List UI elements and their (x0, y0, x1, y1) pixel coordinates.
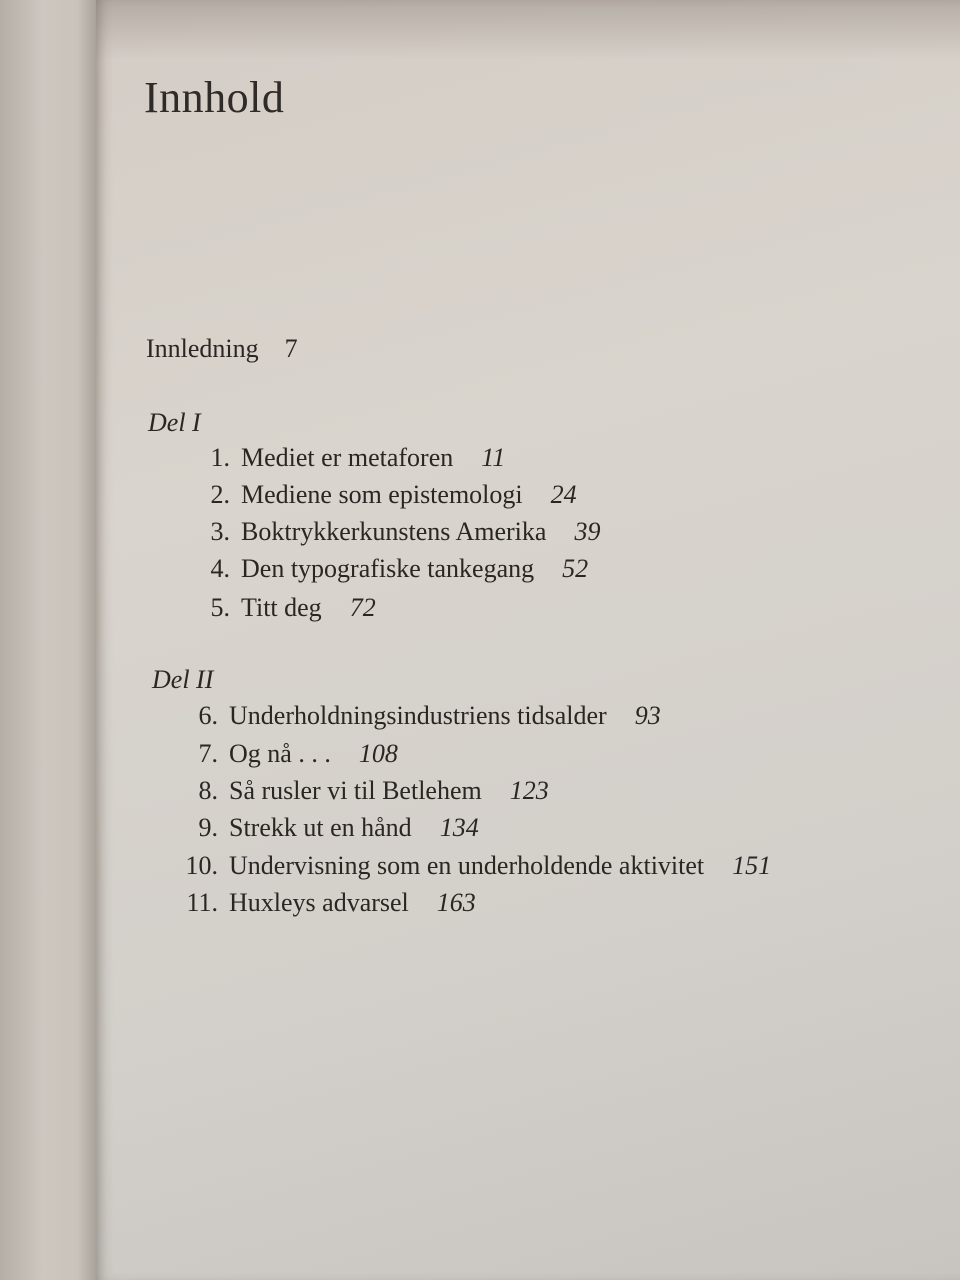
chapter-page: 134 (439, 813, 479, 842)
chapter-entry (182, 701, 661, 731)
chapter-number: 5. (210, 593, 230, 622)
chapter-entry (182, 851, 771, 881)
chapter-number: 11. (186, 888, 218, 917)
chapter-entry (182, 739, 398, 769)
chapter-page: 123 (509, 776, 549, 805)
chapter-page: 93 (634, 701, 661, 730)
chapter-title: Mediet er metaforen (241, 443, 454, 472)
chapter-entry (194, 480, 577, 510)
chapter-number: 8. (198, 776, 218, 805)
chapter-number: 7. (198, 739, 218, 768)
part-label-2: Del II (152, 665, 214, 694)
chapter-number: 9. (198, 813, 218, 842)
previous-page-edge (0, 0, 96, 1280)
chapter-title: Undervisning som en underholdende aktivitet (229, 851, 705, 880)
chapter-entry (182, 888, 476, 918)
intro-title: Innledning (146, 334, 259, 363)
chapter-number: 2. (210, 480, 230, 509)
chapter-number: 6. (198, 701, 218, 730)
book-page (96, 0, 960, 1280)
toc-intro-entry (146, 334, 298, 364)
chapter-entry (182, 813, 479, 843)
chapter-number: 10. (185, 851, 218, 880)
chapter-title: Den typografiske tankegang (241, 554, 535, 583)
chapter-title: Så rusler vi til Betlehem (229, 776, 482, 805)
chapter-page: 163 (436, 888, 476, 917)
chapter-title: Strekk ut en hånd (229, 813, 412, 842)
chapter-entry (182, 776, 549, 806)
part-label-1: Del I (148, 408, 201, 437)
chapter-page: 151 (732, 851, 772, 880)
chapter-page: 108 (358, 739, 398, 768)
chapter-title: Boktrykkerkunstens Amerika (241, 517, 547, 546)
chapter-entry (194, 554, 588, 584)
toc-heading: Innhold (144, 73, 285, 122)
chapter-title: Huxleys advarsel (229, 888, 409, 917)
chapter-number: 4. (210, 554, 230, 583)
chapter-page: 39 (574, 517, 601, 546)
chapter-entry (194, 593, 376, 623)
chapter-title: Og nå . . . (229, 739, 331, 768)
chapter-page: 52 (562, 554, 589, 583)
chapter-number: 1. (210, 443, 230, 472)
chapter-page: 11 (481, 443, 506, 472)
intro-page: 7 (284, 334, 298, 363)
chapter-title: Mediene som epistemologi (241, 480, 523, 509)
chapter-number: 3. (210, 517, 230, 546)
chapter-page: 24 (550, 480, 577, 509)
chapter-page: 72 (349, 593, 376, 622)
chapter-entry (194, 443, 505, 473)
chapter-entry (194, 517, 600, 547)
chapter-title: Titt deg (241, 593, 322, 622)
chapter-title: Underholdningsindustriens tidsalder (229, 701, 607, 730)
page-shadow (96, 0, 960, 60)
